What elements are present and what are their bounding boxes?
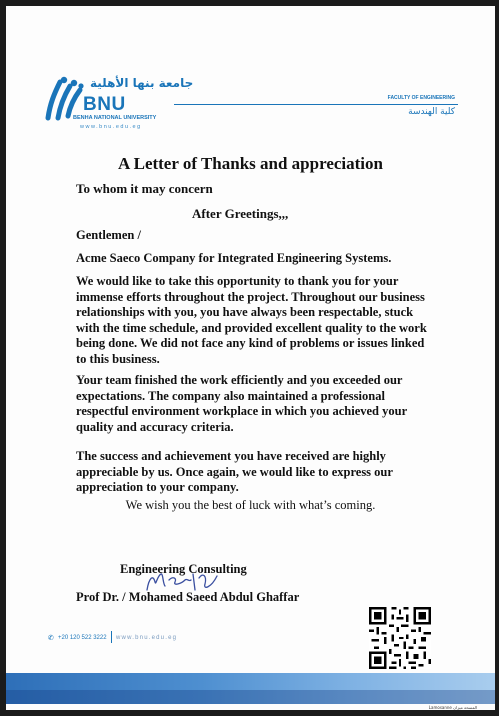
faculty-name-english: FACULTY OF ENGINEERING xyxy=(387,95,455,101)
footer-scanner-note: Lamosanne المسحة ميزان xyxy=(428,705,477,710)
university-abbreviation: BNU xyxy=(83,94,126,115)
letter-title: A Letter of Thanks and appreciation xyxy=(118,154,383,173)
opening-line: Gentlemen / xyxy=(76,228,141,242)
body-paragraph-2: Your team finished the work efficiently and you exceeded our expectations. The company also maintained a professional respectful environment workplace in which you achieved your quality and accuracy criteria. xyxy=(76,373,407,434)
letter-page xyxy=(6,6,495,710)
university-full-name: BENHA NATIONAL UNIVERSITY xyxy=(73,115,157,121)
footer-color-strip xyxy=(6,690,495,704)
body-paragraph-1: We would like to take this opportunity to thank you for your immense efforts throughout the project. Throughout our business relationships with you, you have always been respectable, stuck with the time schedule, and provided excellent quality to the work being done. We did not face any kind of problems or issues linked to this business. xyxy=(76,274,427,366)
qr-code-icon xyxy=(369,607,431,669)
faculty-name-arabic: كلية الهندسة xyxy=(408,107,455,117)
salutation: To whom it may concern xyxy=(76,181,213,196)
header-divider xyxy=(174,104,458,105)
signatory-name: Prof Dr. / Mohamed Saeed Abdul Ghaffar xyxy=(76,590,300,604)
phone-icon: ✆ xyxy=(48,634,54,642)
greeting: After Greetings,,, xyxy=(192,206,289,221)
recipient-company: Acme Saeco Company for Integrated Engineering Systems. xyxy=(76,251,392,265)
signatory-role: Engineering Consulting xyxy=(120,562,247,576)
footer-phone: +20 120 522 3222 xyxy=(58,635,107,641)
footer-website: www.bnu.edu.eg xyxy=(116,635,178,641)
footer-separator xyxy=(111,631,112,643)
body-paragraph-3: The success and achievement you have received are highly appreciable by us. Once again, we would like to express our appreciation to your company. xyxy=(76,449,393,495)
closing-line: We wish you the best of luck with what’s coming. xyxy=(125,498,376,512)
signature-icon xyxy=(141,568,221,596)
header-website: www.bnu.edu.eg xyxy=(80,124,142,130)
university-name-arabic: جامعة بنها الأهلية xyxy=(90,76,194,90)
